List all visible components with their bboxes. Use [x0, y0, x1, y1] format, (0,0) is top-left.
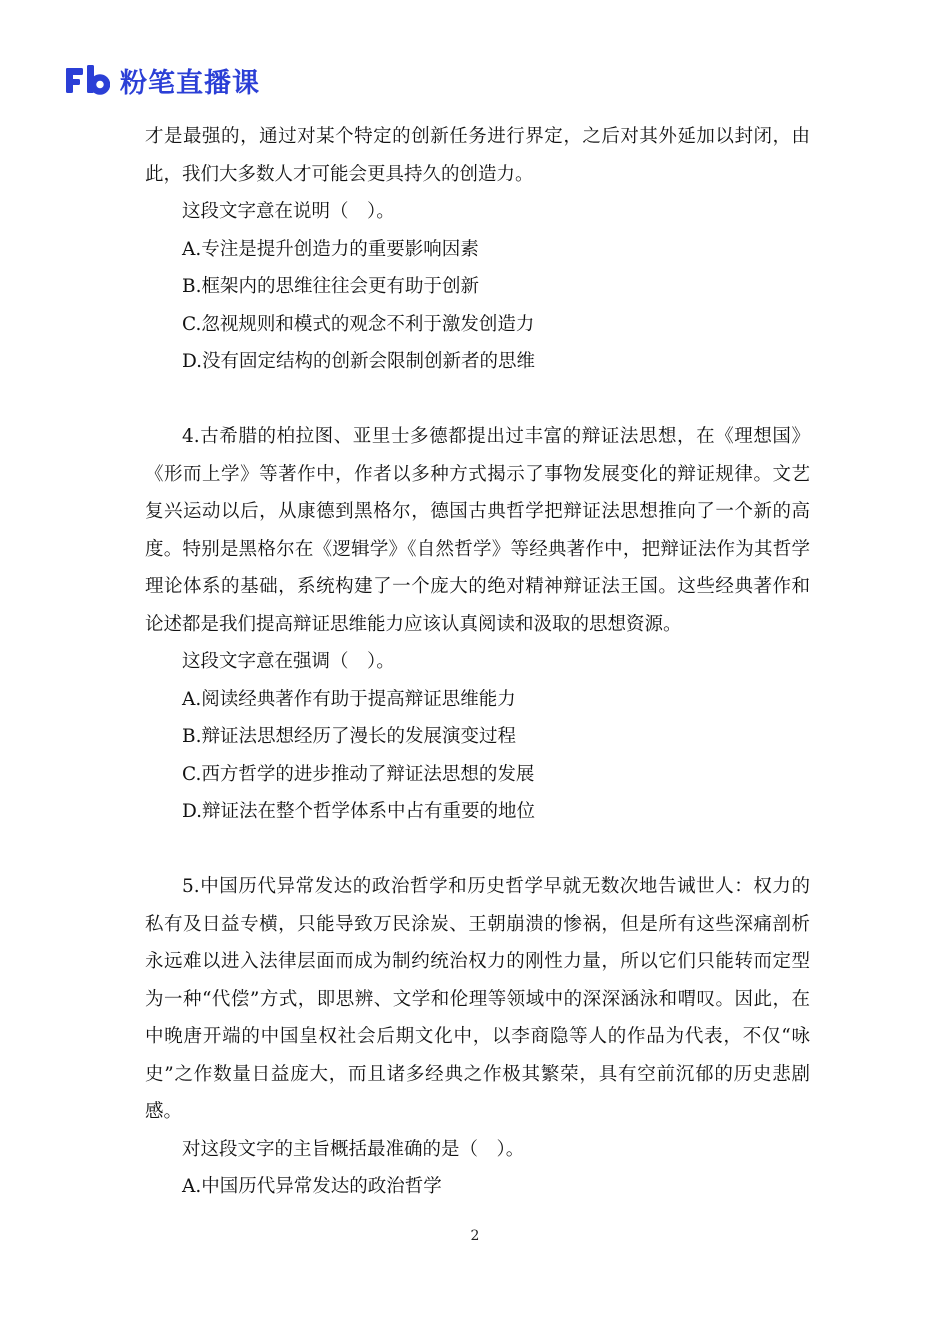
- page-content: [145, 118, 810, 1206]
- brand-name: 粉笔直播课: [120, 67, 260, 99]
- q3-option-a: A.专注是提升创造力的重要影响因素: [182, 238, 479, 260]
- brand-logo: [66, 62, 260, 98]
- q4-option-d: D.辩证法在整个哲学体系中占有重要的地位: [182, 801, 536, 822]
- q3-option-d: D.没有固定结构的创新会限制创新者的思维: [182, 351, 536, 372]
- fenbi-logo-icon: [66, 65, 110, 95]
- q3-prompt: 这段文字意在说明（ ）。: [182, 201, 395, 222]
- q3-passage-tail: 才是最强的，通过对某个特定的创新任务进行界定，之后对其外延加以封闭，由此，我们大多数人才可能会更具持久的创造力。: [145, 126, 810, 185]
- q4-option-b: B.辩证法思想经历了漫长的发展演变过程: [182, 726, 516, 747]
- q5-prompt: 对这段文字的主旨概括最准确的是（ ）。: [182, 1138, 525, 1160]
- q3-option-b: B.框架内的思维往往会更有助于创新: [182, 276, 479, 297]
- q5-passage: 5.中国历代异常发达的政治哲学和历史哲学早就无数次地告诫世人：权力的私有及日益专横，只能导致万民涂炭、王朝崩溃的惨祸，但是所有这些深痛剖析永远难以进入法律层面而成为制约统治权力的刚性力量，所以它们只能转而定型为一种“代偿”方式，即思辨、文学和伦理等领域中的深深涵泳和喟叹。因此，在中晚唐开端的中国皇权社会后期文化中，以李商隐等人的作品为代表，不仅“咏史”之作数量日益庞大，而且诸多经典之作极其繁荣，具有空前沉郁的历史悲剧感。: [145, 876, 810, 1122]
- q5-option-a: A.中国历代异常发达的政治哲学: [182, 1176, 442, 1197]
- spacer: [145, 381, 810, 419]
- q4-option-a: A.阅读经典著作有助于提高辩证思维能力: [182, 688, 516, 710]
- q4-prompt: 这段文字意在强调（ ）。: [182, 651, 395, 672]
- page-number: 2: [470, 1228, 480, 1244]
- q4-passage: 4.古希腊的柏拉图、亚里士多德都提出过丰富的辩证法思想，在《理想国》《形而上学》等著作中，作者以多种方式揭示了事物发展变化的辩证规律。文艺复兴运动以后，从康德到黑格尔，德国古典哲学把辩证法思想推向了一个新的高度。特别是黑格尔在《逻辑学》《自然哲学》等经典著作中，把辩证法作为其哲学理论体系的基础，系统构建了一个庞大的绝对精神辩证法王国。这些经典著作和论述都是我们提高辩证思维能力应该认真阅读和汲取的思想资源。: [145, 426, 810, 635]
- q4-option-c: C.西方哲学的进步推动了辩证法思想的发展: [182, 763, 535, 785]
- q3-option-c: C.忽视规则和模式的观念不利于激发创造力: [182, 313, 535, 335]
- spacer: [145, 831, 810, 869]
